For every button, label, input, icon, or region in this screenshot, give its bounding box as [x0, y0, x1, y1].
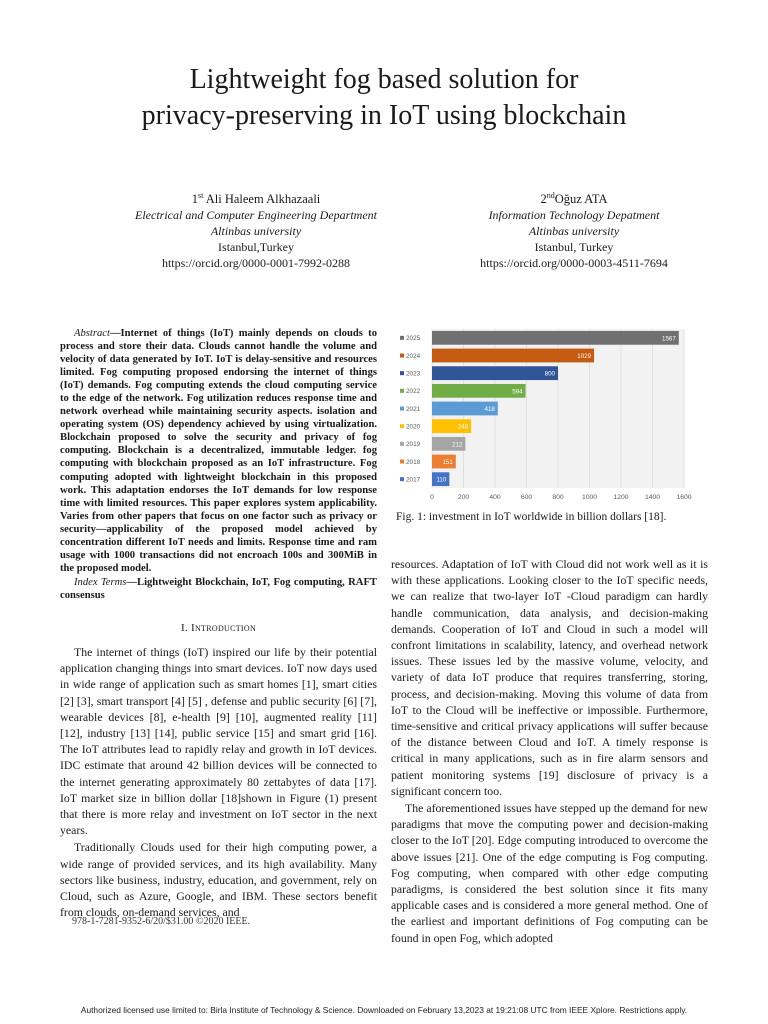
author-2-department: Information Technology Depatment [488, 208, 660, 222]
license-notice: Authorized licensed use limited to: Birla Institute of Technology & Science. Downloaded on February 13,2023 at 19:21:08 UTC from IEEE Xplore. Restrictions apply. [80, 1005, 688, 1015]
x-tick-label: 1600 [676, 494, 692, 501]
author-2-location: Istanbul, Turkey [534, 240, 614, 254]
legend-swatch [400, 336, 404, 340]
abstract [60, 327, 377, 575]
author-2-ordinal: 2 [540, 192, 547, 206]
legend-swatch [400, 477, 404, 481]
abstract-text: —Internet of things (IoT) mainly depends on clouds to process and store their data. Clouds cannot handle the volume and velocity of data generated by IoT. IoT is delay-sensitive and resources limited. Fog computing proposed endorsing the internet of things (IoT) demands. Fog computing extends the cloud computing service to the edge of the network. Fog utilization reduces response time and network overhead while maintaining security aspects. isolation and operating system (OS) dependency achieved by using virtualization. Blockchain proposed to solve the security and privacy of fog computing. Blockchain is a decentralized, immutable ledger. fog computing with blockchain proposed as an IoT infrastructure. Fog computing adopted with lightweight blockchain in this proposed work. This adaptation endorses the IoT demands for low response time with limited resources. This paper explores system applicability. Varies from other papers that focus on one factor such as privacy or security—applicability of the proposed model achieved by concentration different IoT needs and limits. Response time and ram usage with 1000 transactions did not encroach 100s and 300MiB in the proposed model. [60, 328, 377, 574]
index-terms [60, 576, 377, 602]
x-tick-label: 400 [489, 494, 501, 501]
abstract-lead: Abstract [74, 328, 110, 339]
right-column [391, 556, 708, 946]
bar-value-label: 212 [452, 441, 463, 449]
author-1-ordinal: 1 [191, 192, 198, 206]
bar-value-label: 1029 [577, 353, 592, 360]
x-tick-label: 1000 [581, 494, 598, 501]
figure-1-caption: Fig. 1: investment in IoT worldwide in billion dollars [18]. [396, 511, 667, 523]
bar-value-label: 110 [436, 476, 447, 484]
author-2-name-line [404, 191, 744, 207]
bar-value-label: 248 [457, 423, 469, 431]
x-tick-label: 800 [552, 494, 564, 501]
legend-swatch [400, 389, 404, 393]
author-1-ordinal-sup: st [197, 190, 204, 200]
bar-value-label: 418 [484, 406, 495, 413]
index-terms-text: —Lightweight Blockchain, IoT, Fog computing, RAFT consensus [60, 576, 377, 601]
author-block-2 [404, 191, 744, 271]
section-number: I. [180, 621, 188, 634]
author-2-university: Altinbas university [528, 224, 620, 238]
x-tick-label: 0 [430, 494, 434, 501]
legend-swatch [400, 424, 404, 428]
author-1-department: Electrical and Computer Engineering Department [135, 208, 377, 222]
author-1-orcid[interactable]: https://orcid.org/0000-0001-7992-0288 [161, 256, 351, 270]
category-label: 2018 [406, 458, 421, 466]
bar-value-label: 1567 [662, 335, 676, 343]
section-title: Introduction [191, 621, 257, 634]
category-label: 2023 [406, 370, 421, 378]
title-line-1: Lightweight fog based solution for [189, 64, 579, 95]
author-1-university: Altinbas university [210, 224, 302, 238]
legend-swatch [400, 371, 404, 375]
legend-swatch [400, 407, 404, 411]
category-label: 2017 [406, 476, 421, 484]
category-label: 2019 [406, 441, 421, 449]
copyright-footnote: 978-1-7281-9352-6/20/$31.00 ©2020 IEEE. [72, 916, 251, 927]
x-tick-label: 200 [457, 494, 470, 501]
category-label: 2024 [406, 352, 421, 360]
bar [432, 331, 679, 345]
paper-title [60, 62, 708, 134]
author-2-orcid[interactable]: https://orcid.org/0000-0003-4511-7694 [480, 256, 668, 270]
author-2-ordinal-sup: nd [546, 190, 555, 200]
category-label: 2020 [406, 423, 421, 431]
bar [432, 349, 594, 363]
bar-value-label: 151 [442, 459, 453, 466]
intro-paragraph-1: The internet of things (IoT) inspired our life by their potential application changing things into smart devices. IoT now days used in wide range of application such as smart homes [1], smart cities [2] [3], smart transport [4] [5] , defense and public security [6] [7], wearable devices [8], e-health [9] [10], augmented reality [11] [12], industry [13] [14], public service [15] and smart grid [16]. The IoT attributes lead to rapidly relay and growth in IoT devices. IDC estimate that around 42 billion devices will be connected to the internet generating approximately 80 zettabytes of data [17]. IoT market size in billion dollar [18]shown in Figure (1) present that there is more relay and investment on IoT sector in the next years. [60, 644, 377, 838]
author-block-1 [86, 191, 426, 271]
author-1-location: Istanbul,Turkey [218, 240, 294, 254]
body-paragraph-1: resources. Adaptation of IoT with Cloud did not work well as it is with these applications. Looking closer to the IoT specific needs, we can realize that two-layer IoT -Cloud paradigm can hardly handle communication, data analysis, and decision-making demands. Cooperation of IoT and Cloud in such a model will confront limitations in scalability, latency, and overhead network issues. These issues led by the massive volume, velocity, and variety of data IoT produce that requires transferring, storing, process, and decision-making. Moving this volume of data from IoT to the Cloud will be ineffective or impossible. Furthermore, time-sensitive and critical privacy applications will suffer because of the distance between Cloud and IoT. A timely response is critical in many applications, such as in fire alarm sensors and patient monitoring systems [19] disclosure of privacy is a significant concern too. [391, 557, 708, 798]
figure-1-chart [398, 326, 698, 506]
intro-paragraph-2: Traditionally Clouds used for their high computing power, a wide range of provided services, and its high availability. Many sectors like business, industry, education, and government, rely on Cloud, such as Azure, Google, and IBM. These sectors benefit from clouds, on-demand services, and [60, 840, 377, 920]
x-tick-label: 1400 [644, 494, 661, 501]
bar-value-label: 594 [512, 388, 523, 396]
legend-swatch [400, 354, 404, 358]
x-tick-label: 600 [520, 494, 533, 501]
legend-swatch [400, 442, 404, 446]
index-terms-lead: Index Terms [74, 576, 127, 588]
left-column [60, 327, 377, 920]
category-label: 2022 [406, 388, 421, 396]
author-1-name-line [86, 191, 426, 207]
category-label: 2025 [406, 335, 421, 343]
author-1-name: Ali Haleem Alkhazaali [205, 192, 321, 206]
section-heading-introduction [60, 622, 377, 634]
category-label: 2021 [406, 405, 421, 413]
bar-chart-svg [398, 326, 698, 506]
bar-value-label: 800 [544, 370, 555, 378]
legend-swatch [400, 460, 404, 464]
title-line-2: privacy-preserving in IoT using blockchain [141, 100, 627, 131]
bar [432, 366, 558, 380]
x-tick-label: 1200 [613, 494, 629, 501]
body-paragraph-2: The aforementioned issues have stepped up the demand for new paradigms that move the computing power and decision-making closer to the IoT [20]. Edge computing introduced to overcome the above issues [21]. One of the edge computing is Fog computing. Fog computing, when compared with other edge computing paradigms, is considered the best solution since it fits many applicable cases and is considered a more general method. One of the earliest and important definitions of Fog computing can be found in open Fog, which adopted [391, 801, 708, 945]
author-2-name: Oğuz ATA [554, 192, 608, 206]
